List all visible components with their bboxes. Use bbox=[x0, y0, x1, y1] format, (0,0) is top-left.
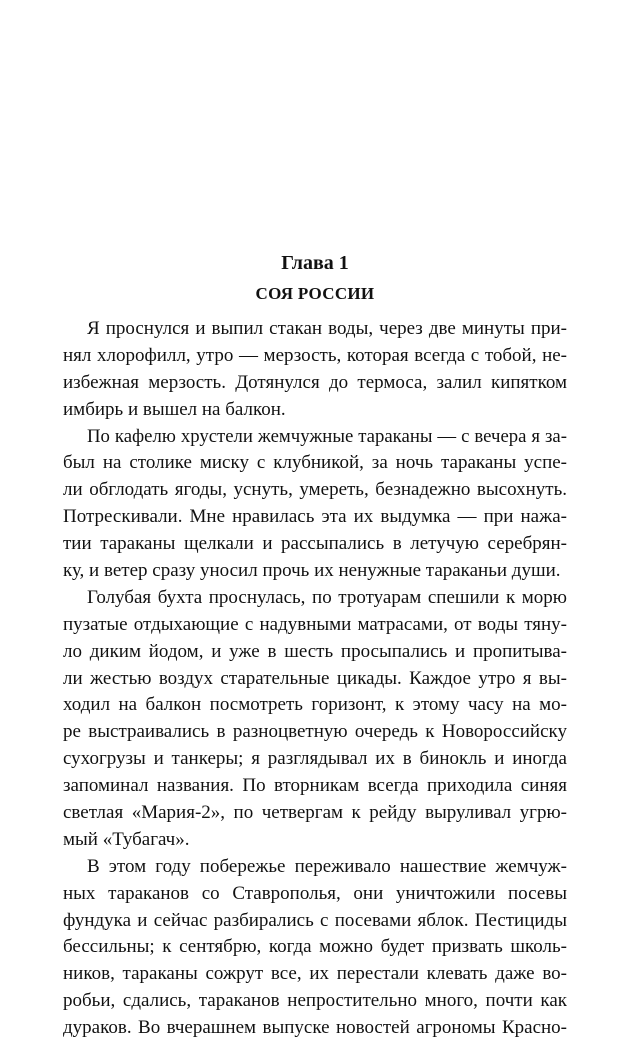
text-line: ников, тараканы сожрут все, их перестали клевать даже во- bbox=[63, 963, 567, 985]
chapter-number: Глава 1 bbox=[281, 252, 349, 274]
text-line: ре выстраивались в разноцветную очередь к Новороссийску bbox=[63, 721, 567, 743]
text-line: По кафелю хрустели жемчужные тараканы — с вечера я за- bbox=[87, 425, 567, 447]
text-line: имбирь и вышел на балкон. bbox=[63, 398, 286, 420]
text-line: тии тараканы щелкали и рассыпались в летучую серебрян- bbox=[63, 533, 567, 555]
text-line: пузатые отдыхающие с надувными матрасами, от воды тяну- bbox=[63, 613, 567, 635]
text-line: В этом году побережье переживало нашествие жемчуж- bbox=[87, 855, 567, 877]
text-line: запоминал названия. По вторникам всегда приходила синяя bbox=[63, 775, 567, 797]
text-line: Голубая бухта проснулась, по тротуарам спешили к морю bbox=[87, 586, 567, 608]
chapter-body-text bbox=[63, 316, 567, 1042]
text-line: избежная мерзость. Дотянулся до термоса, залил кипятком bbox=[63, 371, 567, 393]
chapter-title: СОЯ РОССИИ bbox=[255, 284, 375, 303]
text-line: Потрескивали. Мне нравилась эта их выдумка — при нажа- bbox=[63, 506, 567, 528]
book-page bbox=[63, 0, 567, 1039]
text-line: был на столике миску с клубникой, за ночь тараканы успе- bbox=[63, 452, 567, 474]
text-line: ку, и ветер сразу уносил прочь их ненужные тараканьи души. bbox=[63, 560, 561, 582]
text-line: нял хлорофилл, утро — мерзость, которая всегда с тобой, не- bbox=[63, 344, 567, 366]
text-line: бессильны; к сентябрю, когда можно будет призвать школь- bbox=[63, 936, 567, 958]
text-line: робьи, сдались, тараканов непростительно много, почти как bbox=[63, 990, 567, 1012]
text-line: Я проснулся и выпил стакан воды, через две минуты при- bbox=[87, 318, 567, 339]
text-line: ли обглодать ягоды, уснуть, умереть, безнадежно высохнуть. bbox=[63, 479, 567, 501]
text-line: ных тараканов со Ставрополья, они уничтожили посевы bbox=[63, 882, 567, 904]
text-line: ходил на балкон посмотреть горизонт, к этому часу на мо- bbox=[63, 694, 567, 716]
text-line: ли жестью воздух старательные цикады. Каждое утро я вы- bbox=[63, 667, 567, 689]
text-line: фундука и сейчас разбирались с посевами яблок. Пестициды bbox=[63, 909, 567, 931]
text-line: дураков. Во вчерашнем выпуске новостей агрономы Красно- bbox=[63, 1017, 567, 1039]
text-line: мый «Тубагач». bbox=[63, 828, 190, 850]
text-line: ло диким йодом, и уже в шесть просыпались и пропитыва- bbox=[63, 640, 567, 662]
text-line: светлая «Мария-2», по четвергам к рейду выруливал угрю- bbox=[63, 802, 567, 824]
text-line: сухогрузы и танкеры; я разглядывал их в бинокль и иногда bbox=[63, 748, 567, 770]
